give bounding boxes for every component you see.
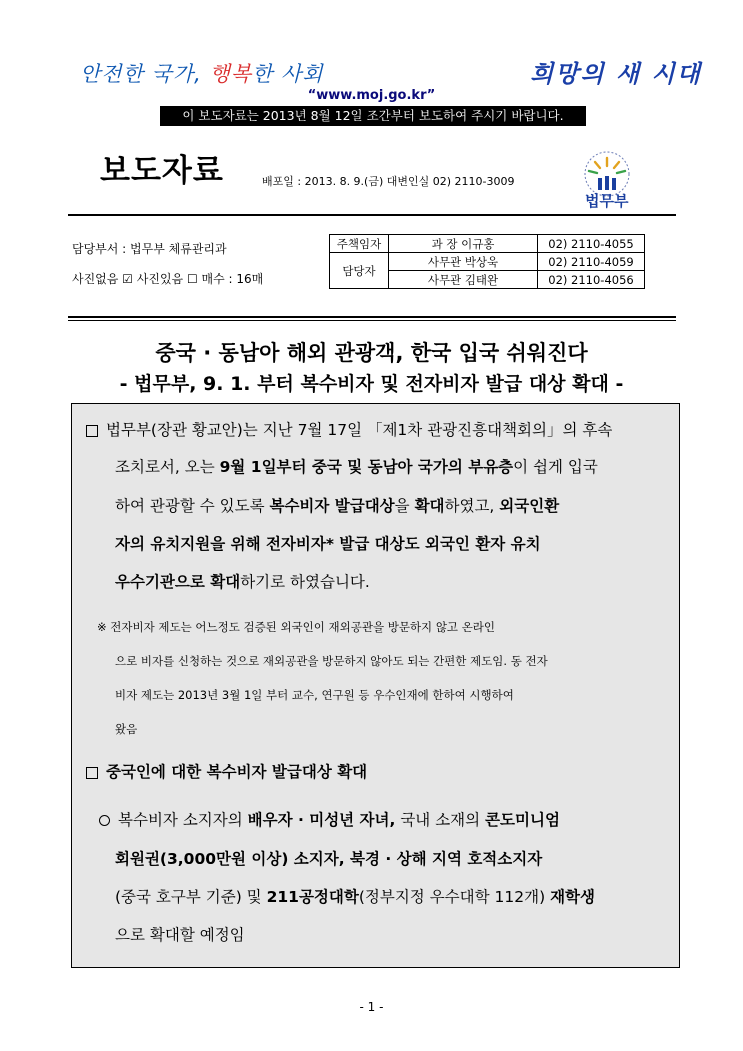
headline: 중국 · 동남아 해외 관광객, 한국 입국 쉬워진다 bbox=[155, 341, 588, 365]
checkbox-bullet-icon bbox=[86, 767, 98, 779]
contact-role: 담당자 bbox=[330, 253, 389, 289]
text: 복수비자 소지자의 bbox=[118, 811, 248, 829]
embargo-notice: 이 보도자료는 2013년 8월 12일 조간부터 보도하여 주시기 바랍니다. bbox=[160, 106, 586, 126]
note-line: 비자 제도는 2013년 3월 1일 부터 교수, 연구원 등 우수인재에 한하여 시행하여 bbox=[115, 688, 514, 702]
text: 하기로 하였습니다. bbox=[240, 573, 370, 591]
document-title: 보도자료 bbox=[100, 153, 224, 189]
contact-person: 과 장 이규홍 bbox=[389, 235, 538, 253]
contact-role: 주책임자 bbox=[330, 235, 389, 253]
text: (정부지정 우수대학 112개) bbox=[358, 888, 551, 906]
contact-person: 사무관 박상욱 bbox=[389, 253, 538, 271]
paragraph-line bbox=[86, 418, 612, 440]
contact-phone: 02) 2110-4055 bbox=[538, 235, 645, 253]
content-box bbox=[71, 403, 680, 968]
table-row bbox=[330, 253, 645, 271]
text-bold: 211공정대학 bbox=[266, 888, 359, 906]
slogan-word: 한 국가, bbox=[122, 62, 210, 86]
circle-bullet-icon bbox=[99, 815, 110, 826]
text-bold: 9월 1일부터 중국 및 동남아 국가의 부유층 bbox=[219, 458, 514, 476]
divider bbox=[68, 316, 676, 318]
text: 법무부(장관 황교안)는 지난 7월 17일 「제1차 관광진흥대책회의」의 후속 bbox=[106, 421, 613, 439]
slogan-word-red: 행복 bbox=[209, 62, 253, 86]
page-number: - 1 - bbox=[359, 1000, 384, 1014]
text: 이 쉽게 입국 bbox=[513, 458, 598, 476]
slogan-left bbox=[80, 58, 324, 88]
text-bold: 확대 bbox=[414, 497, 445, 515]
text-bold: 배우자 · 미성년 자녀, bbox=[247, 811, 396, 829]
text: 하여 관광할 수 있도록 bbox=[115, 497, 270, 515]
divider bbox=[68, 320, 676, 321]
paragraph-line bbox=[115, 570, 370, 592]
contact-phone: 02) 2110-4059 bbox=[538, 253, 645, 271]
contact-table bbox=[329, 234, 645, 289]
text-bold: 외국인환 bbox=[499, 497, 560, 515]
text-bold: 재학생 bbox=[550, 888, 595, 906]
release-info: 배포일 : 2013. 8. 9.(금) 대변인실 02) 2110-3009 bbox=[262, 175, 515, 188]
note-line: 으로 비자를 신청하는 것으로 재외공관을 방문하지 않아도 되는 간편한 제도임. 동 전자 bbox=[115, 654, 548, 668]
note-line: ※ 전자비자 제도는 어느정도 검증된 외국인이 재외공관을 방문하지 않고 온라인 bbox=[97, 620, 496, 634]
paragraph-line bbox=[115, 885, 595, 907]
paragraph-line: 회원권(3,000만원 이상) 소지자, 북경 · 상해 지역 호적소지자 bbox=[115, 850, 543, 868]
text: 중국인에 대한 복수비자 발급대상 확대 bbox=[106, 763, 368, 781]
paragraph-line bbox=[99, 808, 560, 830]
contact-phone: 02) 2110-4056 bbox=[538, 271, 645, 289]
text: 국내 소재의 bbox=[395, 811, 486, 829]
paragraph-line bbox=[115, 455, 598, 477]
slogan-word: 한 사회 bbox=[252, 62, 324, 86]
text: 하였고, bbox=[444, 497, 500, 515]
subheadline: - 법무부, 9. 1. 부터 복수비자 및 전자비자 발급 대상 확대 - bbox=[119, 373, 624, 395]
text-bold: 우수기관으로 확대 bbox=[115, 573, 241, 591]
text: 을 bbox=[394, 497, 415, 515]
divider bbox=[68, 214, 676, 216]
ministry-logo-text: 법무부 bbox=[585, 192, 629, 210]
slogan-word: 안전 bbox=[80, 62, 123, 86]
checkbox-bullet-icon bbox=[86, 425, 98, 437]
paragraph-line: 자의 유치지원을 위해 전자비자* 발급 대상도 외국인 환자 유치 bbox=[115, 535, 541, 553]
paragraph-line bbox=[115, 494, 559, 516]
photo-info: 사진없음 ☑ 사진있음 ☐ 매수 : 16매 bbox=[72, 272, 264, 286]
table-row bbox=[330, 235, 645, 253]
contact-person: 사무관 김태완 bbox=[389, 271, 538, 289]
note-line: 왔음 bbox=[115, 722, 138, 736]
text: 조치로서, 오는 bbox=[115, 458, 220, 476]
department: 담당부서 : 법무부 체류관리과 bbox=[72, 242, 227, 256]
slogan-right: 희망의 새 시대 bbox=[530, 60, 702, 88]
paragraph-line: 으로 확대할 예정임 bbox=[115, 926, 245, 944]
section-title bbox=[86, 760, 367, 782]
text-bold: 복수비자 발급대상 bbox=[269, 497, 395, 515]
text-bold: 콘도미니엄 bbox=[485, 811, 560, 829]
text: (중국 호구부 기준) 및 bbox=[115, 888, 267, 906]
website-url: “www.moj.go.kr” bbox=[307, 88, 436, 103]
